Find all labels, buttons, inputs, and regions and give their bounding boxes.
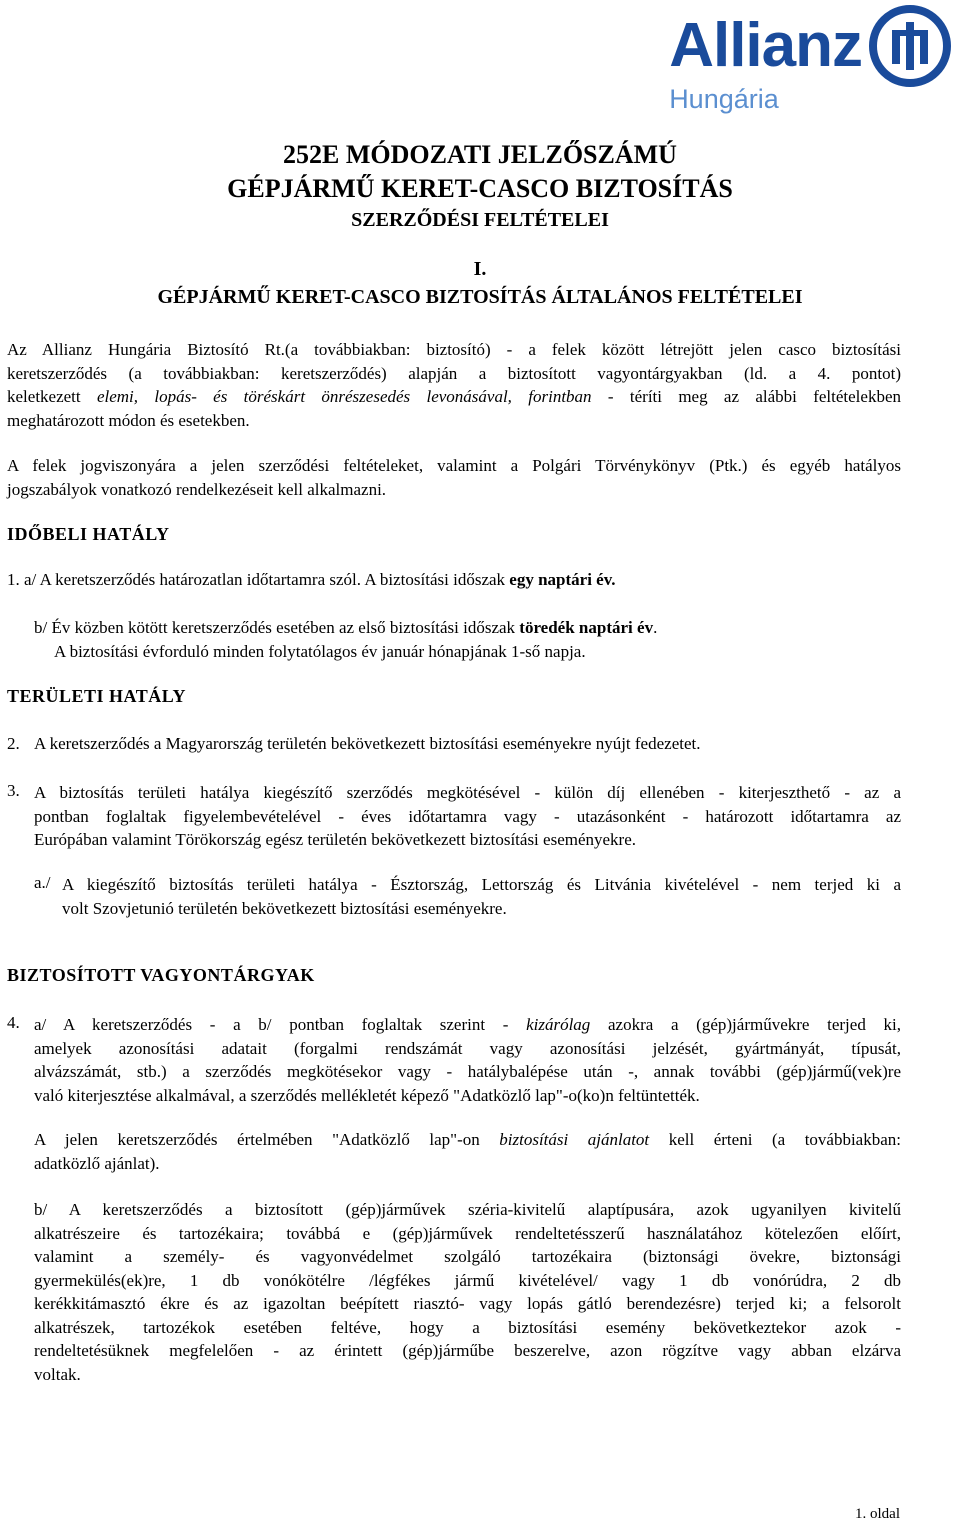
title-line-1: 252E MÓDOZATI JELZŐSZÁMÚ [283,140,677,169]
intro-italic: elemi, lopás- és töréskárt önrészesedés levonásával, forintban [96,387,592,406]
point-4a-line: való kiterjesztése alkalmával, a szerződés mellékletét képező "Adatközlő lap"-o(ko)n feltüntették. [34,1085,700,1105]
intro-text: keletkezett [7,387,97,406]
law-paragraph [7,454,901,501]
document-title [0,138,960,234]
point-4-number: 4. [7,1013,20,1032]
point-2-text: A keretszerződés a Magyarország területén bekövetkezett biztosítási eseményekre nyújt fedezetet. [34,734,701,753]
intro-paragraph [7,338,901,432]
point-4a-line [34,1013,901,1037]
point-4a-text: a/ A keretszerződés - a b/ pontban foglaltak szerint - [34,1015,527,1034]
point-3-number: 3. [7,781,20,800]
point-3a-number: a./ [34,873,51,892]
page-number: 1. oldal [855,1506,900,1522]
point-4b-line: alkatrészek, tartozékok esetében feltéve, hogy a biztosítási esemény bekövetkeztekor azok - [34,1317,901,1337]
point-4a-italic: kizárólag [526,1015,591,1034]
definition-text: A jelen keretszerződés értelmében "Adatközlő lap"-on [34,1130,500,1149]
section-number: I. [473,258,487,280]
law-line: A felek jogviszonyára a jelen szerződési feltételeket, valamint a Polgári Törvénykönyv (Ptk.) és egyéb hatályos [7,456,901,475]
logo-wordmark: Allianz [669,11,862,80]
heading-insured-assets: BIZTOSÍTOTT VAGYONTÁRGYAK [7,965,315,985]
point-4b-line: gyermekülés(ek)re, 1 db vonókötélre /légfékes jármű kivételével/ vagy 1 db vonórúdra, 2 db [34,1270,901,1290]
heading-territory: TERÜLETI HATÁLY [7,686,187,706]
point-4b-line: voltak. [34,1364,81,1384]
point-3-line: A biztosítás területi hatálya kiegészítő szerződés megkötésével - külön díj ellenében - kiterjeszthető - az a [34,783,901,802]
point-1b-end: . [653,618,658,637]
point-3a-line: volt Szovjetunió területén bekövetkezett biztosítási eseményekre. [62,898,507,918]
point-4-definition-line: adatközlő ajánlat). [34,1153,160,1173]
point-1a [7,570,616,590]
intro-line: Az Allianz Hungária Biztosító Rt.(a továbbiakban: biztosító) - a felek között létrejött jelen casco biztosítási [7,340,901,359]
point-4a-line: alvázszámát, stb.) a szerződés megkötésekor vagy - hatálybalépése után -, annak további (gép)jármű(vek)re [34,1062,901,1081]
point-1b [34,618,657,638]
point-3a-line: A kiegészítő biztosítás területi hatálya - Észtország, Lettország és Litvánia kivételével - nem terjed ki a [62,875,901,894]
point-4b-line: kerékkitámasztó ékre és az igazoltan beépített riasztó- vagy lopás gátló berendezésre) terjed ki; a felsorolt [34,1294,901,1313]
point-4a-text: azokra a (gép)járművekre terjed ki, [590,1015,901,1034]
point-3-line: pontban foglaltak figyelembevételével - éves időtartamra vagy - utazásonként - határozott időtartamra az [34,806,901,826]
point-1a-bold: egy naptári év. [509,570,616,589]
point-4a-line: amelyek azonosítási adatait (forgalmi rendszámát vagy azonosítási jelzését, gyártmányát, típusát, [34,1038,901,1058]
point-4-definition-line [34,1128,901,1152]
point-3-paragraph [34,781,901,852]
point-1b-text: b/ Év közben kötött keretszerződés esetében az első biztosítási időszak [34,618,520,637]
title-line-3: SZERZŐDÉSI FELTÉTELEI [351,209,609,231]
point-3-line: Európában valamint Törökország egész területén bekövetkezett biztosítási eseményekre. [34,830,637,849]
point-1c: A biztosítási évforduló minden folytatólagos év január hónapjának 1-ső napja. [54,642,586,661]
logo-subtitle: Hungária [669,84,779,114]
law-line: jogszabályok vonatkozó rendelkezéseit kell alkalmazni. [7,479,387,499]
point-4b-paragraph [34,1198,901,1386]
point-4a-paragraph [34,1013,901,1107]
point-4b-line: b/ A keretszerződés a biztosított (gép)járművek széria-kivitelű alaptípusára, azok ugyanilyen kivitelű [34,1200,901,1219]
intro-text: - téríti meg az alábbi feltételekben [591,387,901,406]
point-4b-line: alkatrészeire és tartozékaira; továbbá e (gép)járművek rendeltetésszerű használatához kötelezően előírt, [34,1223,901,1243]
allianz-logo [669,4,952,115]
point-4b-line: rendeltetésüknek megfelelően - az érintett (gép)járműbe beszerelve, azon rögzítve vagy abban elzárva [34,1341,901,1360]
title-line-2: GÉPJÁRMŰ KERET-CASCO BIZTOSÍTÁS [227,174,733,203]
point-1a-text: 1. a/ A keretszerződés határozatlan időtartamra szól. A biztosítási időszak [7,570,510,589]
intro-line: keretszerződés (a továbbiakban: keretszerződés) alapján a biztosított vagyontárgyakban (ld. a 4. pontot) [7,363,901,383]
point-3a-paragraph [62,873,901,920]
definition-text: kell érteni (a továbbiakban: [649,1130,901,1149]
point-4-definition [34,1128,901,1175]
definition-italic: biztosítási ajánlatot [499,1130,650,1149]
point-2-number: 2. [7,734,20,753]
heading-time-scope: IDŐBELI HATÁLY [7,524,170,544]
point-1b-bold: töredék naptári év [519,618,654,637]
intro-line: meghatározott módon és esetekben. [7,410,250,430]
allianz-eagle-icon [868,4,952,88]
section-title: GÉPJÁRMŰ KERET-CASCO BIZTOSÍTÁS ÁLTALÁNOS FELTÉTELEI [157,286,803,308]
point-4b-line: valamint a személy- és vagyonvédelmet szolgáló tartozékaira (biztonsági övekre, biztonsági [34,1247,901,1266]
intro-line [7,385,901,409]
